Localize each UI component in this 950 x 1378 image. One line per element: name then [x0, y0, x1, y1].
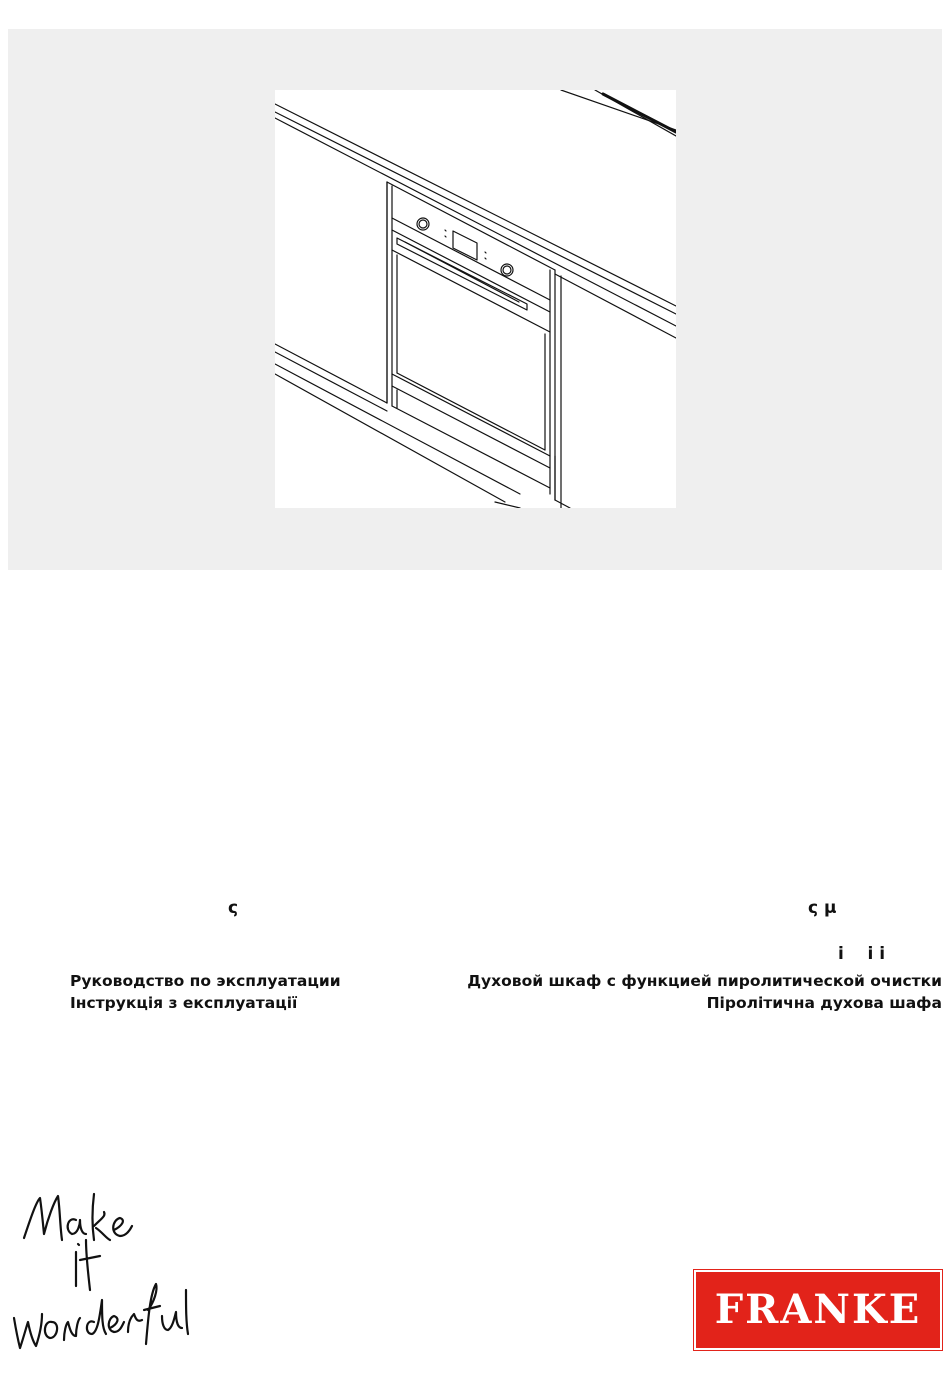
product-title-uk: Піролітична духова шафа	[706, 994, 942, 1012]
franke-logo	[694, 1270, 942, 1350]
product-titles	[422, 970, 942, 1014]
built-in-oven-illustration-icon	[275, 90, 676, 508]
make-it-wonderful-slogan	[10, 1190, 195, 1360]
franke-logo-text: FRANKE	[714, 1286, 922, 1333]
manual-title-ru: Руководство по эксплуатации	[70, 972, 341, 990]
hero-panel	[8, 29, 942, 570]
manual-titles	[70, 970, 390, 1014]
product-title-ru: Духовой шкаф с функцией пиролитической очистки	[467, 972, 942, 990]
garbled-title-left: ς	[228, 898, 239, 918]
oven-illustration	[275, 90, 676, 508]
manual-title-uk: Інструкція з експлуатації	[70, 994, 298, 1012]
garbled-subtitle-right: i i i	[838, 944, 886, 964]
garbled-title-right: ς μ	[808, 898, 837, 918]
slogan-text: Make it wonderful	[10, 1190, 19, 1191]
handwritten-slogan-icon	[10, 1190, 195, 1360]
